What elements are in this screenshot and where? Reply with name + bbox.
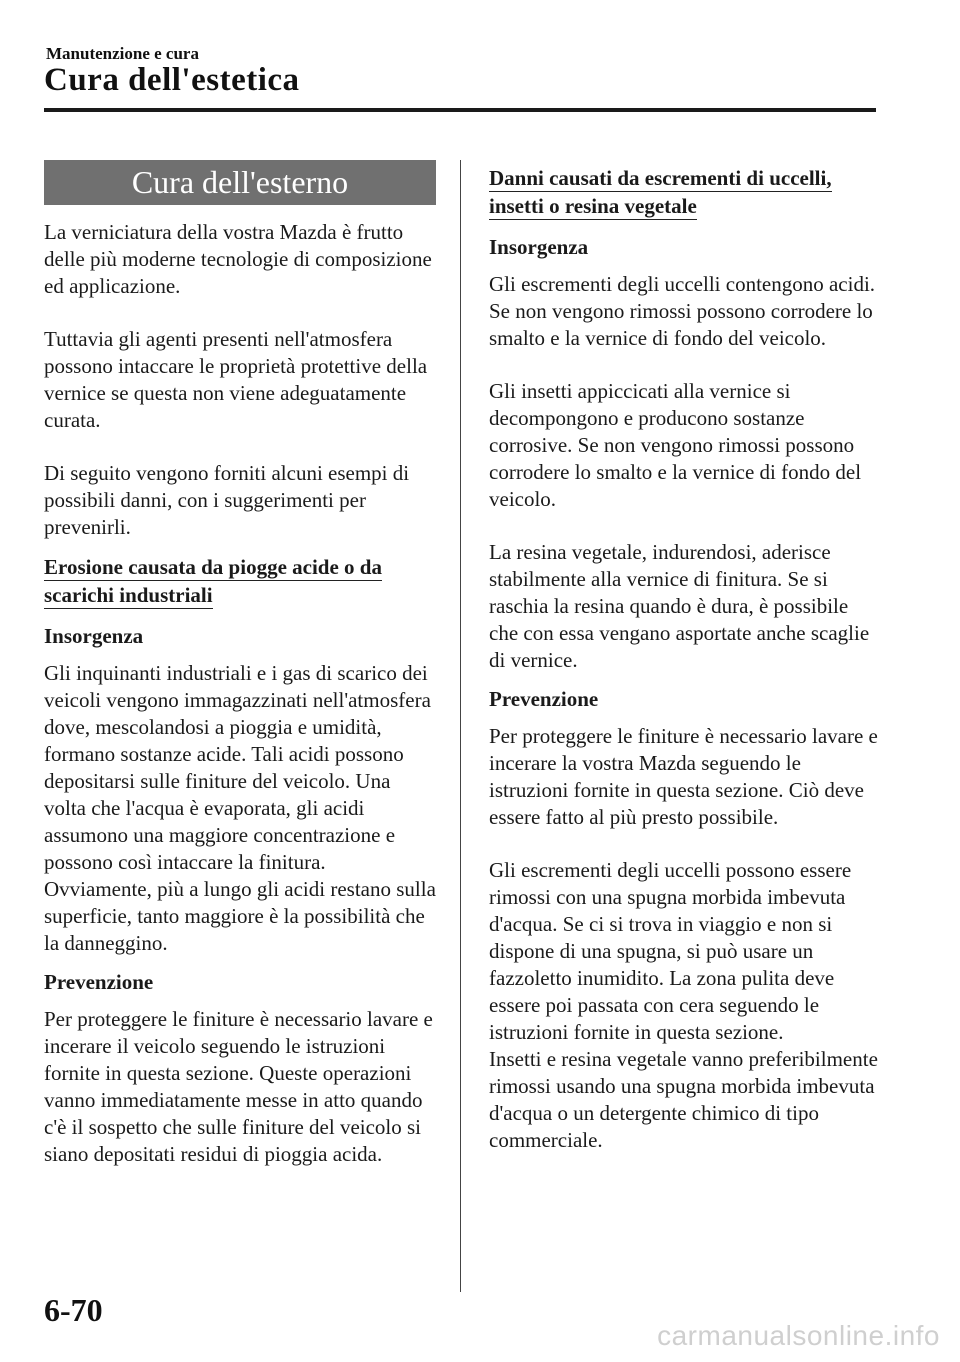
subheading-bird-droppings xyxy=(489,164,881,220)
keyword-insorgenza: Insorgenza xyxy=(489,235,589,259)
header-rule xyxy=(44,108,876,112)
keyword-prevenzione: Prevenzione xyxy=(44,970,154,994)
subheading-line-2: scarichi industriali xyxy=(44,583,213,607)
watermark: carmanualsonline.info xyxy=(657,1320,940,1351)
intro-paragraph-2: Tuttavia gli agenti presenti nell'atmosfera possono intaccare le proprietà protettive della vernice se questa non viene adeguatamente curata. xyxy=(44,327,428,432)
prevention-paragraph-2: Gli escrementi degli uccelli possono essere rimossi con una spugna morbida imbevuta d'acqua. Se ci si trova in viaggio e non si dispone di una spugna, si può usare un fazzoletto inumidito. La zona pulita deve essere poi passata con cera seguendo le istruzioni fornite in questa sezione. xyxy=(489,858,852,1044)
acid-cause-paragraph: Gli inquinanti industriali e i gas di scarico dei veicoli vengono immagazzinati nell'atmosfera dove, mescolandosi a pioggia e umidità, formano sostanze acide. Tali acidi possono depositarsi sulle finiture del veicolo. Una volta che l'acqua è evaporata, gli acidi assumono una maggiore concentrazione e possono così intaccare la finitura. xyxy=(44,661,431,874)
keyword-prevenzione: Prevenzione xyxy=(489,687,599,711)
right-column xyxy=(489,160,881,1180)
tree-sap-paragraph: La resina vegetale, indurendosi, aderisce stabilmente alla vernice di finitura. Se si raschia la resina quando è dura, è possibile che con essa vengano asportate anche scaglie di vernice. xyxy=(489,540,870,672)
left-column xyxy=(44,160,436,1194)
acid-prevention-paragraph: Per proteggere le finiture è necessario lavare e incerare il veicolo seguendo le istruzioni fornite in questa sezione. Queste operazioni vanno immediatamente messe in atto quando c'è il sospetto che sulle finiture del veicolo si siano depositati residui di pioggia acida. xyxy=(44,1007,433,1166)
subheading-line-2: insetti o resina vegetale xyxy=(489,194,697,218)
subheading-line-1: Erosione causata da piogge acide o da xyxy=(44,555,382,579)
prevention-paragraph-3: Insetti e resina vegetale vanno preferibilmente rimossi usando una spugna morbida imbevuta d'acqua o un detergente chimico di tipo commerciale. xyxy=(489,1047,878,1152)
subheading-acid-rain xyxy=(44,553,436,609)
keyword-insorgenza: Insorgenza xyxy=(44,624,144,648)
column-divider xyxy=(460,160,461,1292)
prevention-paragraph-1: Per proteggere le finiture è necessario lavare e incerare la vostra Mazda seguendo le istruzioni fornite in questa sezione. Ciò deve essere fatto al più presto possibile. xyxy=(489,724,878,829)
acid-duration-paragraph: Ovviamente, più a lungo gli acidi restano sulla superficie, tanto maggiore è la possibilità che la danneggino. xyxy=(44,877,436,955)
section-banner: Cura dell'esterno xyxy=(44,160,436,205)
intro-paragraph-1: La verniciatura della vostra Mazda è frutto delle più moderne tecnologie di composizione ed applicazione. xyxy=(44,220,432,298)
page-title: Cura dell'estetica xyxy=(44,62,300,98)
page-number: 6-70 xyxy=(44,1292,103,1328)
intro-paragraph-3: Di seguito vengono forniti alcuni esempi di possibili danni, con i suggerimenti per prevenirli. xyxy=(44,461,410,539)
subheading-line-1: Danni causati da escrementi di uccelli, xyxy=(489,166,832,190)
section-label: Manutenzione e cura xyxy=(46,44,199,63)
bird-droppings-paragraph: Gli escrementi degli uccelli contengono acidi. Se non vengono rimossi possono corrodere lo smalto e la vernice di fondo del veicolo. xyxy=(489,272,876,350)
insects-paragraph: Gli insetti appiccicati alla vernice si decompongono e producono sostanze corrosive. Se non vengono rimossi possono corrodere lo smalto e la vernice di fondo del veicolo. xyxy=(489,379,862,511)
